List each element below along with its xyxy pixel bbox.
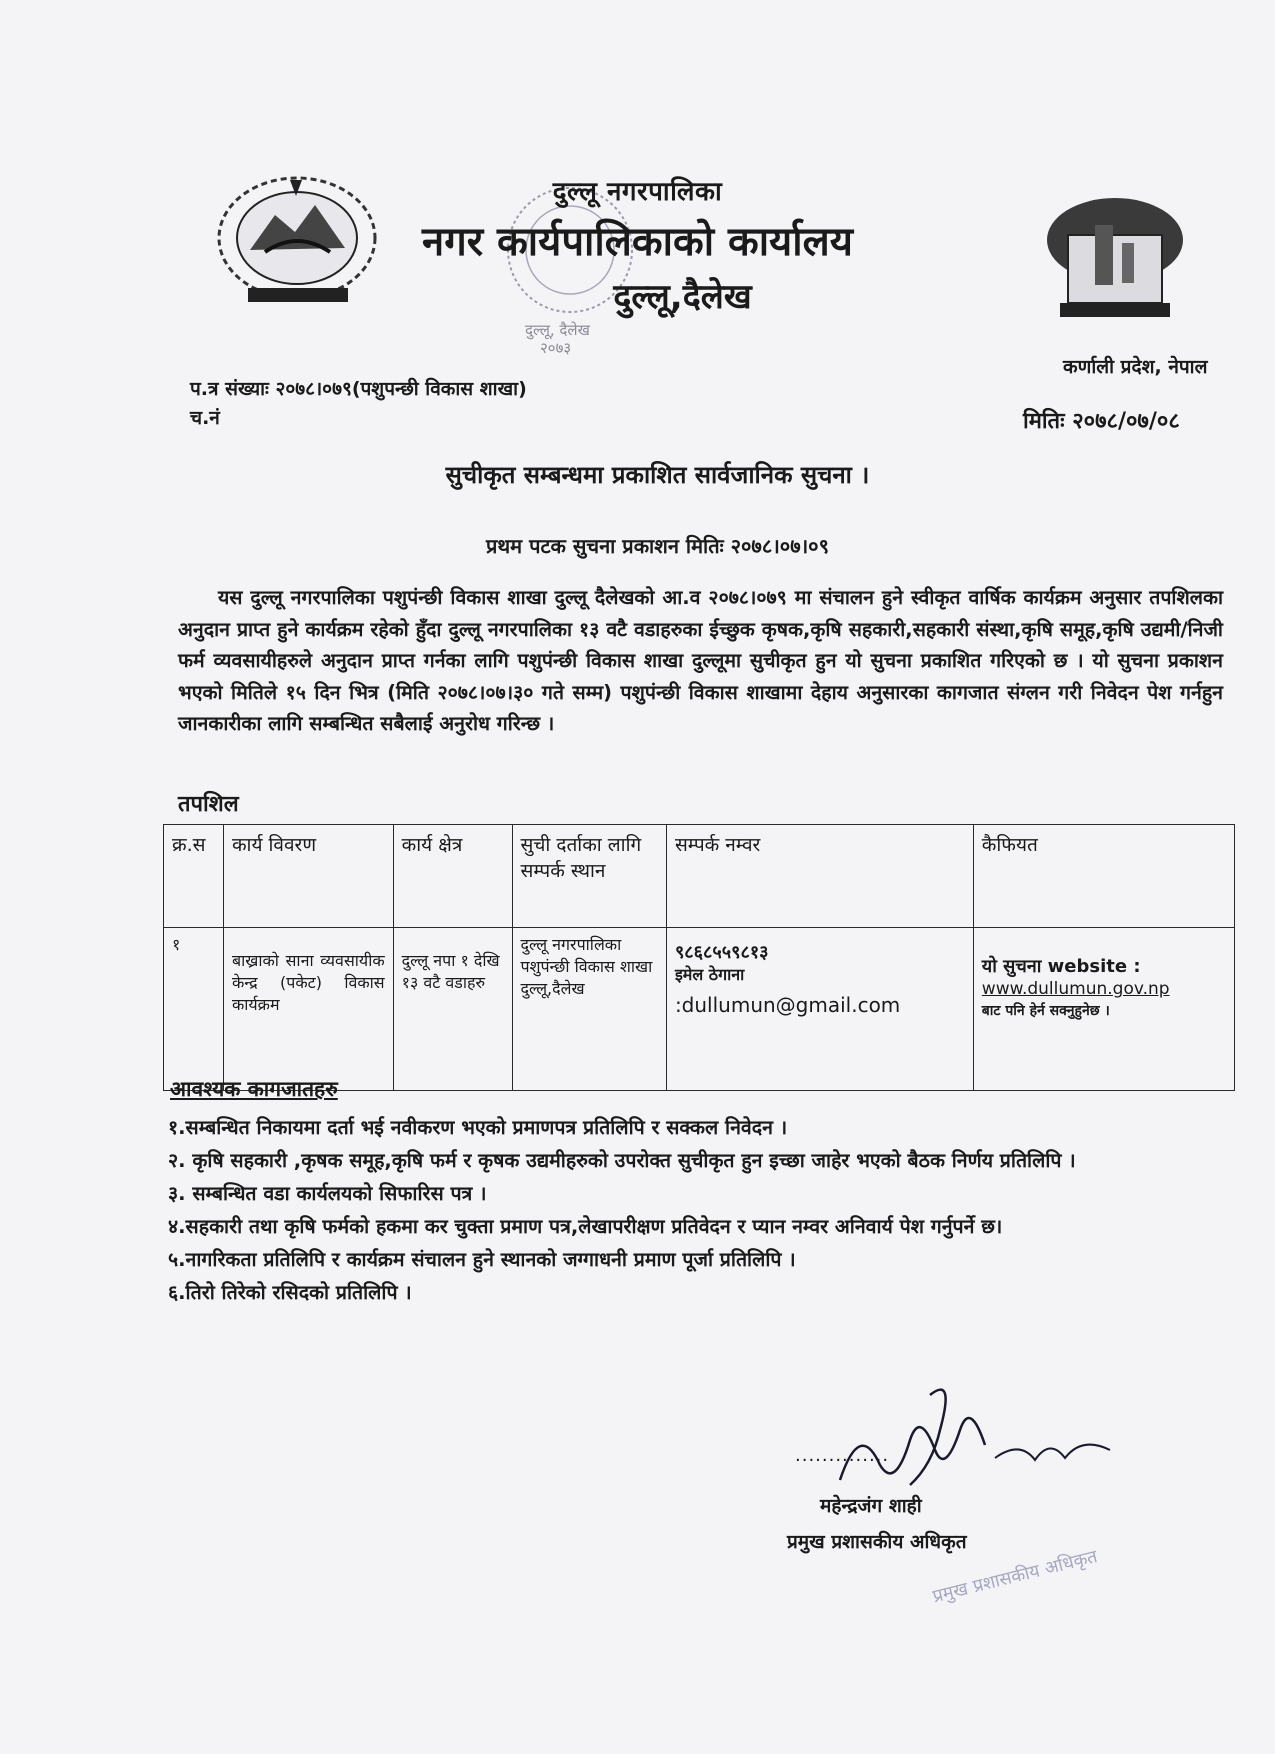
column-header-remarks: कैफियत: [973, 825, 1234, 928]
email-label: इमेल ठेगाना: [674, 965, 745, 984]
column-header-work-area: कार्य क्षेत्र: [393, 825, 512, 928]
letter-date: मितिः २०७८/०७/०८: [1023, 409, 1180, 434]
remark-prefix: यो सुचना website :: [981, 956, 1141, 977]
list-item: १.सम्बन्धित निकायमा दर्ता भई नवीकरण भएको प्रमाणपत्र प्रतिलिपि र सक्कल निवेदन ।: [168, 1116, 788, 1139]
office-location: दुल्लू,दैलेख: [613, 277, 752, 317]
required-documents-heading: आवश्यक कागजातहरु: [170, 1077, 338, 1101]
column-header-contact-place: सुची दर्ताका लागि सम्पर्क स्थान: [512, 825, 666, 928]
column-header-contact-number: सम्पर्क नम्वर: [666, 825, 973, 928]
phone-number: ९८६८५५९८१३: [674, 942, 769, 963]
list-item: २. कृषि सहकारी ,कृषक समूह,कृषि फर्म र कृषक उद्यमीहरुको उपरोक्त सुचीकृत हुन इच्छा जाहेर भएको बैठक निर्णय प्रतिलिपि ।: [168, 1149, 1076, 1172]
letter-reference-number: प.त्र संख्याः २०७८।०७९(पशुपन्छी विकास शाखा): [190, 378, 527, 400]
seal-location: दुल्लू, दैलेख: [525, 321, 590, 339]
column-header-sn: क्र.स: [164, 825, 224, 928]
website-link[interactable]: www.dullumun.gov.np: [981, 979, 1170, 999]
cell-remarks: [973, 928, 1234, 1091]
handwritten-signature: [820, 1370, 1120, 1500]
schedule-heading: तपशिल: [178, 792, 239, 817]
dispatch-number-label: च.नं: [190, 407, 220, 429]
column-header-work-description: कार्य विवरण: [223, 825, 393, 928]
office-name: नगर कार्यपालिकाको कार्यालय: [422, 219, 853, 265]
list-item: ३. सम्बन्धित वडा कार्यलयको सिफारिस पत्र ।: [168, 1182, 487, 1205]
first-publication-date: प्रथम पटक सुचना प्रकाशन मितिः २०७८।०७।०९: [486, 534, 829, 558]
table-header-row: [164, 825, 1235, 928]
province-name: कर्णाली प्रदेश, नेपाल: [1063, 356, 1208, 378]
seal-year: २०७३: [540, 339, 572, 357]
list-item: ६.तिरो तिरेको रसिदको प्रतिलिपि ।: [168, 1281, 412, 1304]
signatory-name: महेन्द्रजंग शाही: [820, 1495, 922, 1517]
schedule-table: [163, 824, 1235, 1091]
list-item: ४.सहकारी तथा कृषि फर्मको हकमा कर चुक्ता प्रमाण पत्र,लेखापरीक्षण प्रतिवेदन र प्यान नम्वर अनिवार्य पेश गर्नुपर्ने छ।: [168, 1215, 1003, 1238]
cell-contact-place: दुल्लू नगरपालिका पशुपंन्छी विकास शाखा दुल्लू,दैलेख: [512, 928, 666, 1091]
table-row: [164, 928, 1235, 1091]
municipality-name: दुल्लू नगरपालिका: [552, 177, 723, 207]
cell-work-description: बाख्राको साना व्यवसायीक केन्द्र (पकेट) विकास कार्यक्रम: [223, 928, 393, 1091]
email-address[interactable]: :dullumun@gmail.com: [674, 993, 901, 1017]
notice-title: सुचीकृत सम्बन्धमा प्रकाशित सार्वजानिक सुचना ।: [445, 461, 870, 489]
signatory-designation: प्रमुख प्रशासकीय अधिकृत: [787, 1531, 967, 1553]
list-item: ५.नागरिकता प्रतिलिपि र कार्यक्रम संचालन हुने स्थानको जग्गाधनी प्रमाण पूर्जा प्रतिलिपि ।: [168, 1248, 796, 1271]
cell-sn: १: [164, 928, 224, 1091]
notice-body: यस दुल्लू नगरपालिका पशुपंन्छी विकास शाखा दुल्लू दैलेखको आ.व २०७८।०७९ मा संचालन हुने स्वीकृत वार्षिक कार्यक्रम अनुसार तपशिलका अनुदान प्राप्त हुने कार्यक्रम रहेको हुँदा दुल्लू नगरपालिका १३ वटै वडाहरुका ईच्छुक कृषक,कृषि सहकारी,सहकारी संस्था,कृषि समूह,कृषि उद्यमी/निजी फर्म व्यवसायीहरुले अनुदान प्राप्त गर्नका लागि पशुपंन्छी विकास शाखा दुल्लूमा सुचीकृत हुन यो सुचना प्रकाशित गरिएको छ । यो सुचना प्रकाशन भएको मितिले १५ दिन भित्र (मिति २०७८।०७।३० गते सम्म) पशुपंन्छी विकास शाखामा देहाय अनुसारका कागजात संग्लन गरी निवेदन पेश गर्नहुन जानकारीका लागि सम्बन्धित सबैलाई अनुरोध गरिन्छ ।: [178, 586, 1223, 735]
required-documents-list: [168, 1112, 1228, 1310]
cell-work-area: दुल्लू नपा १ देखि १३ वटै वडाहरु: [393, 928, 512, 1091]
signature-line: ..............: [795, 1445, 890, 1466]
designation-stamp: प्रमुख प्रशासकीय अधिकृत: [930, 1546, 1100, 1608]
cell-contact-number: [666, 928, 973, 1091]
remark-suffix: बाट पनि हेर्न सक्नुहुनेछ ।: [981, 1003, 1110, 1019]
